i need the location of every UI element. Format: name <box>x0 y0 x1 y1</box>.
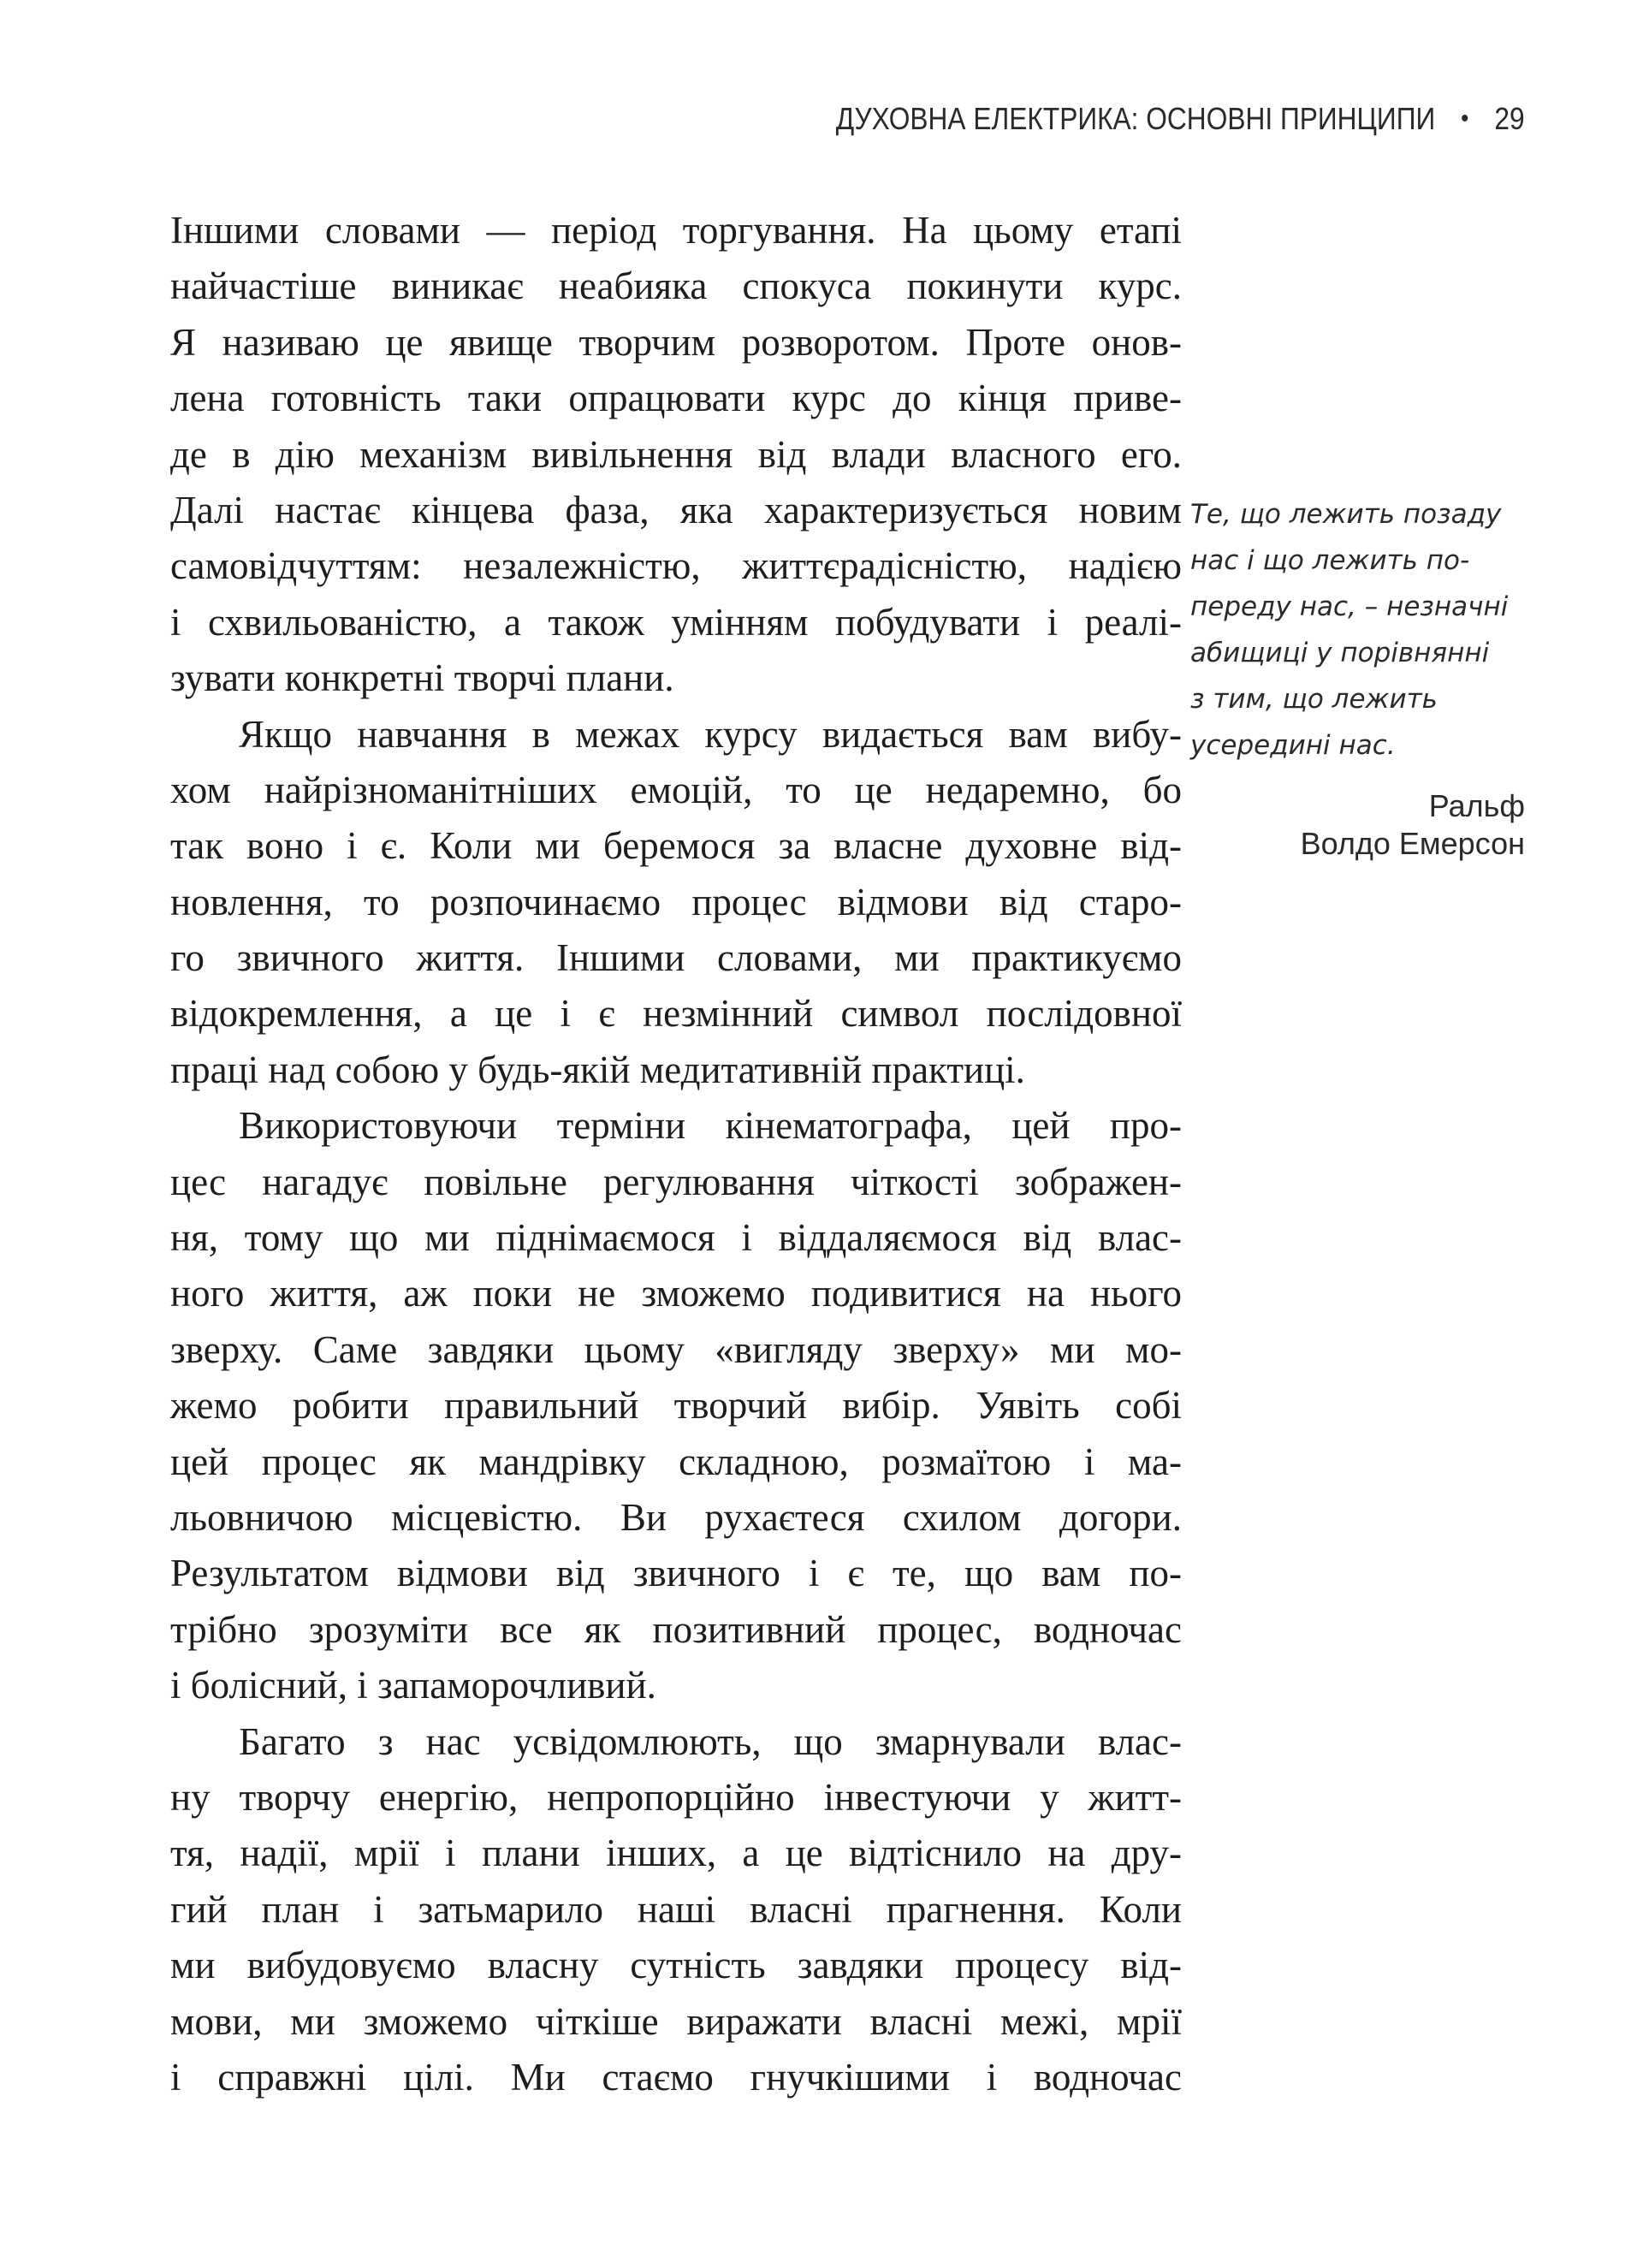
paragraph-3-line: ного життя, аж поки не зможемо подивитися на нього <box>170 1272 1182 1315</box>
paragraph-1-line: Я називаю це явище творчим розворотом. Проте онов- <box>170 320 1182 364</box>
paragraph-4-line: тя, надії, мрії і плани інших, а це відтіснило на дру- <box>170 1832 1182 1875</box>
paragraph-3-line: ня, тому що ми піднімаємося і віддаляємося від влас- <box>170 1216 1182 1260</box>
paragraph-3-line: трібно зрозуміти все як позитивний процес, водночас <box>170 1607 1182 1651</box>
paragraph-2-line: відокремлення, а це і є незмінний символ послідовної <box>170 992 1182 1036</box>
epigraph-line: нас і що лежить по- <box>1190 545 1470 576</box>
paragraph-4-line: гий план і затьмарило наші власні прагнення. Коли <box>170 1887 1182 1931</box>
paragraph-2-line: Якщо навчання в межах курсу видається вам вибу- <box>239 712 1182 756</box>
paragraph-2-line: хом найрізноманітніших емоцій, то це недаремно, бо <box>170 768 1182 811</box>
running-title: ДУХОВНА ЕЛЕКТРИКА: ОСНОВНІ ПРИНЦИПИ <box>836 101 1436 136</box>
paragraph-1-line: Іншими словами — період торгування. На цьому етапі <box>170 209 1182 252</box>
paragraph-4-line: ми вибудовуємо власну сутність завдяки процесу від- <box>170 1944 1182 1987</box>
paragraph-3-line: цей процес як мандрівку складною, розмаїтою і ма- <box>170 1440 1182 1483</box>
paragraph-3-line: цес нагадує повільне регулювання чіткості зображен- <box>170 1160 1182 1203</box>
epigraph-author <box>1301 787 1525 863</box>
epigraph-author-line: Волдо Емерсон <box>1300 826 1525 861</box>
paragraph-3-line: зверху. Саме завдяки цьому «вигляду зверху» ми мо- <box>170 1327 1182 1371</box>
paragraph-3-line: льовничою місцевістю. Ви рухаєтеся схилом догори. <box>170 1495 1182 1539</box>
paragraph-1-line: і схвильованістю, а також умінням побудувати і реалі- <box>170 600 1182 644</box>
paragraph-2-line: так воно і є. Коли ми беремося за власне духовне від- <box>170 824 1182 868</box>
epigraph-line: з тим, що лежить <box>1190 684 1438 715</box>
paragraph-1-line: Далі настає кінцева фаза, яка характеризується новим <box>170 488 1182 531</box>
paragraph-4-line: Багато з нас усвідомлюють, що змарнували влас- <box>239 1719 1182 1763</box>
paragraph-1-line: лена готовність таки опрацювати курс до кінця приве- <box>170 377 1182 420</box>
paragraph-1-line: де в дію механізм вивільнення від влади власного его. <box>170 432 1182 476</box>
epigraph-author-line: Ральф <box>1428 788 1525 823</box>
running-header <box>836 101 1525 137</box>
paragraph-3-line: жемо робити правильний творчий вибір. Уявіть собі <box>170 1384 1182 1428</box>
paragraph-2-line: го звичного життя. Іншими словами, ми практикуємо <box>170 936 1182 980</box>
paragraph-1-line: самовідчуттям: незалежністю, життєрадісністю, надією <box>170 544 1182 588</box>
epigraph-line: усередині нас. <box>1190 730 1396 761</box>
paragraph-1-line: зувати конкретні творчі плани. <box>170 656 674 700</box>
paragraph-2-line: праці над собою у будь-якій медитативній практиці. <box>170 1048 1025 1091</box>
paragraph-3-line: Результатом відмови від звичного і є те, що вам по- <box>170 1552 1182 1595</box>
paragraph-4-line: і справжні цілі. Ми стаємо гнучкішими і водночас <box>170 2055 1182 2099</box>
page-number: 29 <box>1494 101 1525 136</box>
header-separator: • <box>1461 104 1469 133</box>
paragraph-3-line: Використовуючи терміни кінематографа, цей про- <box>239 1104 1182 1148</box>
paragraph-4-line: мови, ми зможемо чіткіше виражати власні межі, мрії <box>170 1999 1182 2043</box>
epigraph-line: переду нас, – незначні <box>1190 591 1509 622</box>
paragraph-1-line: найчастіше виникає неабияка спокуса покинути курс. <box>170 264 1182 308</box>
paragraph-4-line: ну творчу енергію, непропорційно інвестуючи у житт- <box>170 1775 1182 1819</box>
paragraph-3-line: і болісний, і запаморочливий. <box>170 1664 656 1707</box>
epigraph-line: Те, що лежить позаду <box>1190 499 1502 530</box>
epigraph-line: абищиці у порівнянні <box>1190 638 1490 668</box>
epigraph-quote <box>1190 491 1525 769</box>
paragraph-2-line: новлення, то розпочинаємо процес відмови від старо- <box>170 880 1182 923</box>
body-text <box>170 203 1182 2105</box>
